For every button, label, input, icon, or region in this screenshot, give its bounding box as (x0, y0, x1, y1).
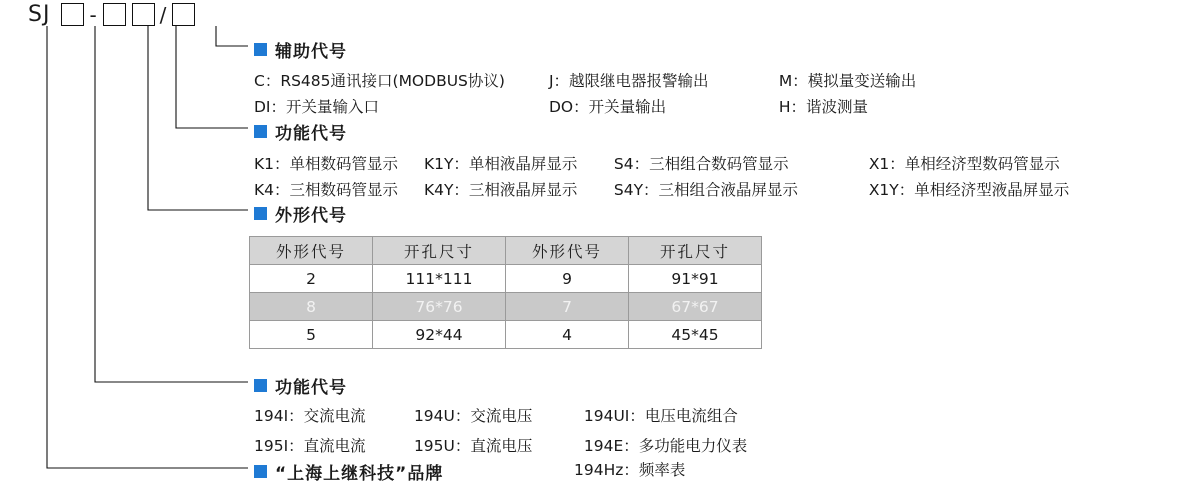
func-type-row-3: 194Hz：频率表 (574, 461, 686, 479)
func-type-row-2: 195I：直流电流 195U：直流电压 194E：多功能电力仪表 (254, 437, 748, 455)
func-type-row-1: 194I：交流电流 194U：交流电压 194UI：电压电流组合 (254, 407, 738, 425)
aux-row-2: DI：开关量输入口 DO：开关量输出 H：谐波测量 (254, 98, 869, 116)
section-aux-heading: 辅助代号 (254, 37, 347, 62)
table-cell: 5 (250, 321, 373, 349)
table-header-row (250, 237, 762, 265)
bullet-square-icon (254, 465, 267, 478)
model-code-line (28, 2, 198, 27)
table-cell: 76*76 (373, 293, 506, 321)
section-brand-heading: “上海上继科技”品牌 (254, 459, 443, 484)
table-cell: 45*45 (629, 321, 762, 349)
bullet-square-icon (254, 43, 267, 56)
aux-row-1: C：RS485通讯接口(MODBUS协议) J：越限继电器报警输出 M：模拟量变送输出 (254, 72, 917, 90)
func-display-row-2: K4：三相数码管显示 K4Y：三相液晶屏显示 S4Y：三相组合液晶屏显示 X1Y：单相经济型液晶屏显示 (254, 181, 1070, 199)
shape-code-table (249, 236, 762, 349)
code-separator-dash: - (89, 2, 98, 27)
bullet-square-icon (254, 125, 267, 138)
table-header-cell: 外形代号 (250, 237, 373, 265)
code-separator-slash: / (159, 2, 168, 27)
bullet-square-icon (254, 379, 267, 392)
section-shape-heading: 外形代号 (254, 201, 347, 226)
table-header-cell: 开孔尺寸 (629, 237, 762, 265)
table-row (250, 293, 762, 321)
table-cell: 7 (506, 293, 629, 321)
code-box-2[interactable] (103, 3, 126, 26)
table-cell: 9 (506, 265, 629, 293)
table-cell: 111*111 (373, 265, 506, 293)
table-row (250, 321, 762, 349)
table-cell: 4 (506, 321, 629, 349)
bullet-square-icon (254, 207, 267, 220)
table-row (250, 265, 762, 293)
table-cell: 92*44 (373, 321, 506, 349)
brand-prefix: SJ (28, 2, 51, 27)
code-box-1[interactable] (61, 3, 84, 26)
table-header-cell: 开孔尺寸 (373, 237, 506, 265)
section-func-display-heading: 功能代号 (254, 119, 347, 144)
table-header-cell: 外形代号 (506, 237, 629, 265)
func-display-row-1: K1：单相数码管显示 K1Y：单相液晶屏显示 S4：三相组合数码管显示 X1：单相经济型数码管显示 (254, 155, 1060, 173)
table-cell: 67*67 (629, 293, 762, 321)
table-cell: 8 (250, 293, 373, 321)
code-box-4[interactable] (172, 3, 195, 26)
section-func-type-heading: 功能代号 (254, 373, 347, 398)
table-cell: 91*91 (629, 265, 762, 293)
table-cell: 2 (250, 265, 373, 293)
code-box-3[interactable] (132, 3, 155, 26)
